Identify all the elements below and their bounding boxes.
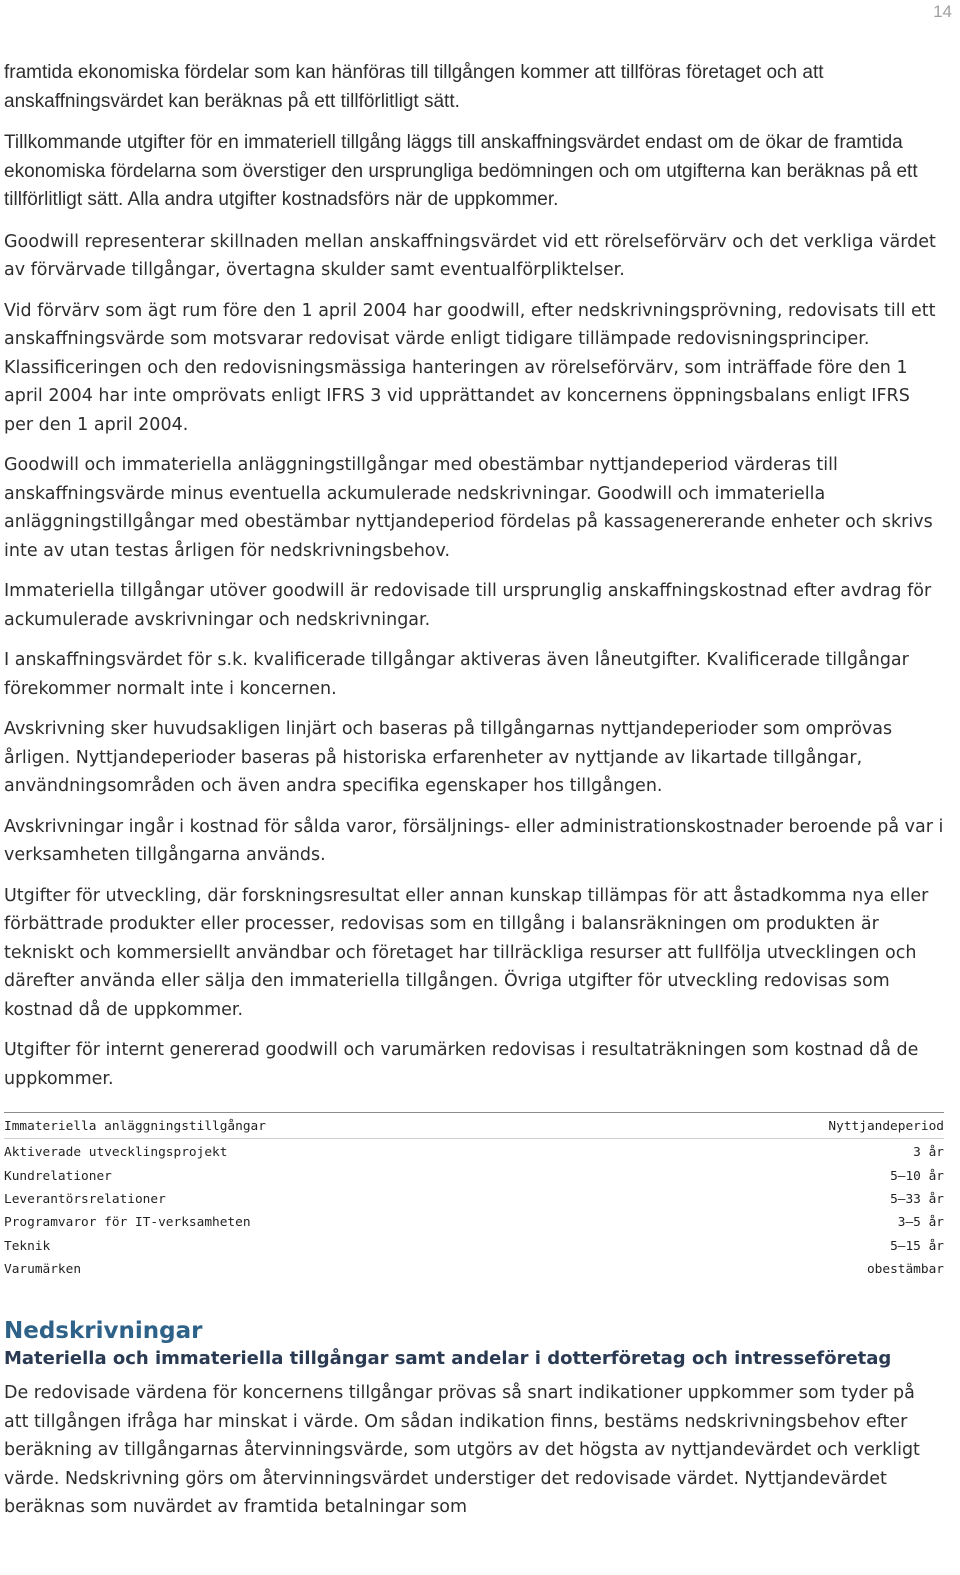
table-cell: Leverantörsrelationer <box>4 1191 166 1207</box>
table-cell: Programvaror för IT-verksamheten <box>4 1215 251 1231</box>
paragraph: I anskaffningsvärdet för s.k. kvalificerade tillgångar aktiveras även låneutgifter. Kvalificerade tillgångar förekommer normalt inte i koncernen. <box>4 650 909 699</box>
table-row <box>4 1211 944 1234</box>
paragraph: De redovisade värdena för koncernens tillgångar prövas så snart indikationer uppkommer som tyder på att tillgången ifråga har minskat i värde. Om sådan indikation finns, bestäms nedskrivningsbehov efter beräkning av tillgångarnas återvinningsvärde, som utgörs av det högsta av nyttjandevärdet och verkligt värde. Nedskrivning görs om återvinningsvärdet understiger det redovisade värdet. Nyttjandevärdet beräknas som nuvärdet av framtida betalningar som <box>4 1383 920 1518</box>
section-heading: Nedskrivningar <box>4 1318 203 1345</box>
useful-life-table <box>4 1112 944 1281</box>
table-header-cell: Nyttjandeperiod <box>656 1113 944 1139</box>
table-cell: Kundrelationer <box>4 1168 112 1184</box>
table-row <box>4 1235 944 1258</box>
table-header-row <box>4 1113 944 1139</box>
document-body <box>4 59 944 1522</box>
table-cell: 5–10 år <box>890 1168 944 1184</box>
table-cell: 5–15 år <box>890 1238 944 1254</box>
paragraph: Goodwill och immateriella anläggningstillgångar med obestämbar nyttjandeperiod värderas till anskaffningsvärde minus eventuella ackumulerade nedskrivningar. Goodwill och immateriella anläggningstillgångar med obestämbar nyttjandeperiod fördelas på kassagenererande enheter och skrivs inte av utan testas årligen för nedskrivningsbehov. <box>4 455 933 561</box>
table-row <box>4 1139 944 1165</box>
paragraph: framtida ekonomiska fördelar som kan hänföras till tillgången kommer att tillföras företaget och att anskaffningsvärdet kan beräknas på ett tillförlitligt sätt. <box>4 62 824 112</box>
page-number: 14 <box>933 2 952 21</box>
table-cell: Aktiverade utvecklingsprojekt <box>4 1145 228 1161</box>
table-row <box>4 1164 944 1187</box>
table-cell: Teknik <box>4 1238 51 1254</box>
table-cell: 5–33 år <box>890 1191 944 1207</box>
paragraph: Vid förvärv som ägt rum före den 1 april 2004 har goodwill, efter nedskrivningsprövning, redovisats till ett anskaffningsvärde som motsvarar redovisat värde enligt tidigare tillämpade redovisningsprinciper. Klassificeringen och den redovisningsmässiga hanteringen av rörelseförvärv, som inträffade före den 1 april 2004 har inte omprövats enligt IFRS 3 vid upprättandet av koncernens öppningsbalans enligt IFRS per den 1 april 2004. <box>4 300 936 435</box>
table-cell: obestämbar <box>866 1262 944 1278</box>
paragraph: Avskrivningar ingår i kostnad för sålda varor, försäljnings- eller administrationskostnader beroende på var i verksamheten tillgångarna används. <box>4 816 944 865</box>
table-row <box>4 1258 944 1281</box>
paragraph: Utgifter för utveckling, där forskningsresultat eller annan kunskap tillämpas för att åstadkomma nya eller förbättrade produkter eller processer, redovisas som en tillgång i balansräkningen om produkten är tekniskt och kommersiellt användbar och företaget har tillräckliga resurser att fullfölja utvecklingen och därefter använda eller sälja den immateriella tillgången. Övriga utgifter för utveckling redovisas som kostnad då de uppkommer. <box>4 885 929 1020</box>
paragraph: Goodwill representerar skillnaden mellan anskaffningsvärdet vid ett rörelseförvärv och det verkliga värdet av förvärvade tillgångar, övertagna skulder samt eventualförpliktelser. <box>4 231 936 280</box>
table-cell: Varumärken <box>4 1262 82 1278</box>
paragraph: Utgifter för internt genererad goodwill och varumärken redovisas i resultaträkningen som kostnad då de uppkommer. <box>4 1040 919 1089</box>
table-row <box>4 1188 944 1211</box>
paragraph: Avskrivning sker huvudsakligen linjärt och baseras på tillgångarnas nyttjandeperioder som omprövas årligen. Nyttjandeperioder baseras på historiska erfarenheter av nyttjande av likartade tillgångar, användningsområden och även andra specifika egenskaper hos tillgången. <box>4 719 893 796</box>
paragraph: Tillkommande utgifter för en immateriell tillgång läggs till anskaffningsvärdet endast om de ökar de framtida ekonomiska fördelarna som överstiger den ursprungliga bedömningen och om utgifterna kan beräknas på ett tillförlitligt sätt. Alla andra utgifter kostnadsförs när de uppkommer. <box>4 132 918 210</box>
section-subheading: Materiella och immateriella tillgångar samt andelar i dotterföretag och intresseföretag <box>4 1348 892 1370</box>
table-cell: 3–5 år <box>897 1215 944 1231</box>
table-cell: 3 år <box>913 1145 944 1161</box>
table-header-cell: Immateriella anläggningstillgångar <box>4 1113 656 1139</box>
paragraph: Immateriella tillgångar utöver goodwill är redovisade till ursprunglig anskaffningskostnad efter avdrag för ackumulerade avskrivningar och nedskrivningar. <box>4 581 932 630</box>
